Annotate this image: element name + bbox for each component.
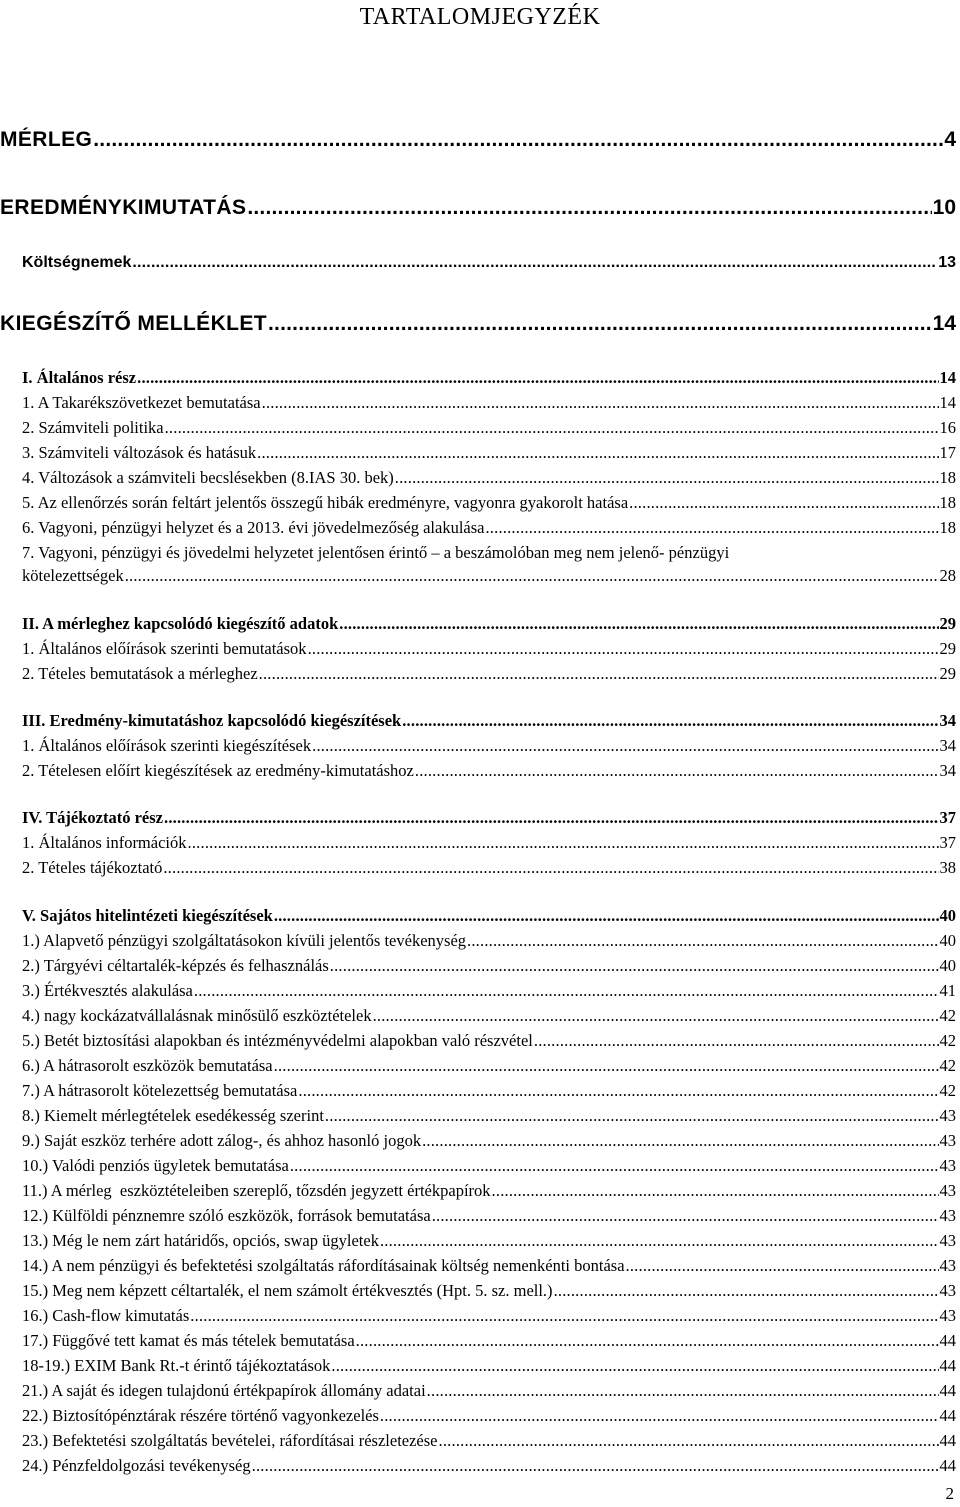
toc-entry[interactable]	[0, 1406, 956, 1426]
dot-leader	[415, 761, 939, 781]
toc-entry-first-line[interactable]: 7. Vagyoni, pénzügyi és jövedelmi helyzetet jelentősen érintő – a beszámolóban meg nem jelenő- pénzügyi	[22, 543, 730, 562]
toc-entry-page: 43	[939, 1256, 956, 1275]
dot-leader	[298, 1081, 938, 1101]
toc-entry-page: 34	[939, 711, 956, 730]
dot-leader	[439, 1431, 939, 1451]
dot-leader	[188, 833, 939, 853]
toc-entry-label: 23.) Befektetési szolgáltatás bevételei, ráfordításai részletezése	[22, 1431, 438, 1450]
dot-leader	[467, 931, 938, 951]
toc-entry-label: V. Sajátos hitelintézeti kiegészítések	[22, 906, 273, 925]
toc-entry-page: 29	[939, 614, 956, 633]
toc-entry-label: 21.) A saját és idegen tulajdonú értékpapírok állomány adatai	[22, 1381, 426, 1400]
toc-entry-label: 1. Általános előírások szerinti kiegészítések	[22, 736, 312, 755]
toc-entry-label: 1. A Takarékszövetkezet bemutatása	[22, 393, 261, 412]
toc-entry[interactable]	[0, 443, 956, 463]
toc-entry-label: MÉRLEG	[0, 128, 93, 151]
toc-entry-page: 43	[939, 1231, 956, 1250]
toc-entry[interactable]	[0, 518, 956, 538]
dot-leader	[125, 566, 939, 586]
toc-entry-page: 14	[939, 393, 956, 412]
toc-entry[interactable]	[0, 1206, 956, 1226]
toc-entry-label: 2. Tételesen előírt kiegészítések az eredmény-kimutatáshoz	[22, 761, 414, 780]
dot-leader	[330, 956, 939, 976]
toc-entry-page: 14	[932, 312, 956, 335]
toc-entry-label: 1.) Alapvető pénzügyi szolgáltatásokon kívüli jelentős tevékenység	[22, 931, 467, 950]
toc-entry[interactable]	[0, 981, 956, 1001]
toc-entry[interactable]	[0, 1131, 956, 1151]
toc-entry-label: 22.) Biztosítópénztárak részére történő vagyonkezelés	[22, 1406, 379, 1425]
toc-entry-label: 2. Számviteli politika	[22, 418, 164, 437]
dot-leader	[554, 1281, 939, 1301]
toc-entry-page: 42	[939, 1081, 956, 1100]
toc-section-iii[interactable]	[0, 711, 956, 731]
toc-entry-label: 1. Általános előírások szerinti bemutatások	[22, 639, 307, 658]
toc-entry[interactable]	[0, 1031, 956, 1051]
toc-entry-kiegeszito-melleklet[interactable]	[0, 312, 956, 336]
toc-entry-label: 3. Számviteli változások és hatásuk	[22, 443, 257, 462]
dot-leader	[395, 468, 939, 488]
toc-entry[interactable]	[0, 1256, 956, 1276]
toc-entry-page: 43	[939, 1306, 956, 1325]
toc-section-v[interactable]	[0, 906, 956, 926]
dot-leader	[402, 711, 938, 731]
toc-entry-page: 43	[939, 1206, 956, 1225]
dot-leader	[325, 1106, 939, 1126]
page-title: TARTALOMJEGYZÉK	[359, 4, 601, 30]
toc-entry-label: 4.) nagy kockázatvállalásnak minősülő eszköztételek	[22, 1006, 372, 1025]
toc-entry-page: 42	[939, 1006, 956, 1025]
toc-entry-page: 29	[939, 664, 956, 683]
dot-leader	[626, 1256, 939, 1276]
toc-entry[interactable]	[0, 1006, 956, 1026]
toc-entry-label: 18-19.) EXIM Bank Rt.-t érintő tájékoztatások	[22, 1356, 331, 1375]
toc-entry-label: 5.) Betét biztosítási alapokban és intézményvédelmi alapokban való részvétel	[22, 1031, 533, 1050]
toc-entry-eredmenykimutatas[interactable]	[0, 196, 956, 220]
toc-entry[interactable]	[0, 639, 956, 659]
toc-entry-page: 40	[939, 956, 956, 975]
dot-leader	[356, 1331, 939, 1351]
toc-entry-page: 42	[939, 1031, 956, 1050]
toc-entry-label: kötelezettségek	[22, 566, 124, 585]
toc-entry-page: 44	[939, 1406, 956, 1425]
toc-entry-page: 37	[939, 833, 956, 852]
dot-leader	[373, 1006, 939, 1026]
dot-leader	[380, 1406, 939, 1426]
toc-entry-label: 7.) A hátrasorolt kötelezettség bemutatása	[22, 1081, 298, 1100]
toc-entry[interactable]	[0, 1156, 956, 1176]
toc-entry-page: 29	[939, 639, 956, 658]
toc-entry-page: 34	[939, 761, 956, 780]
dot-leader	[422, 1131, 938, 1151]
dot-leader	[432, 1206, 939, 1226]
toc-entry-label: 6. Vagyoni, pénzügyi helyzet és a 2013. évi jövedelmezőség alakulása	[22, 518, 485, 537]
toc-entry-label: Költségnemek	[22, 254, 132, 271]
dot-leader	[137, 368, 938, 388]
toc-entry-page: 44	[939, 1356, 956, 1375]
dot-leader	[274, 906, 939, 926]
dot-leader	[190, 1306, 938, 1326]
dot-leader	[534, 1031, 939, 1051]
toc-entry-page: 44	[939, 1381, 956, 1400]
toc-entry-page: 13	[938, 254, 956, 271]
dot-leader	[427, 1381, 939, 1401]
toc-entry-label: II. A mérleghez kapcsolódó kiegészítő adatok	[22, 614, 339, 633]
toc-entry-page: 43	[939, 1131, 956, 1150]
toc-entry-page: 40	[939, 906, 956, 925]
dot-leader	[485, 518, 938, 538]
toc-entry-page: 40	[939, 931, 956, 950]
toc-entry-label: 2. Tételes tájékoztató	[22, 858, 163, 877]
toc-entry-page: 10	[932, 196, 956, 219]
toc-entry[interactable]	[0, 393, 956, 413]
toc-entry-merleg[interactable]	[0, 128, 956, 152]
dot-leader	[308, 639, 939, 659]
toc-entry-page: 44	[939, 1331, 956, 1350]
toc-entry-label: 11.) A mérleg eszköztételeiben szereplő, tőzsdén jegyzett értékpapírok	[22, 1181, 491, 1200]
toc-entry-label: 2. Tételes bemutatások a mérleghez	[22, 664, 258, 683]
toc-entry-label: 15.) Meg nem képzett céltartalék, el nem számolt értékvesztés (Hpt. 5. sz. mell.)	[22, 1281, 553, 1300]
toc-entry-page: 37	[939, 808, 956, 827]
dot-leader	[492, 1181, 939, 1201]
toc-entry-label: 24.) Pénzfeldolgozási tevékenység	[22, 1456, 251, 1475]
toc-entry[interactable]	[0, 1081, 956, 1101]
toc-entry[interactable]	[0, 1331, 956, 1351]
toc-entry[interactable]	[0, 418, 956, 438]
toc-entry-page: 42	[939, 1056, 956, 1075]
toc-entry-page: 18	[939, 468, 956, 487]
dot-leader	[165, 418, 939, 438]
toc-entry-label: 14.) A nem pénzügyi és befektetési szolgáltatás ráfordításainak költség nemenkénti bontása	[22, 1256, 625, 1275]
toc-entry-page: 18	[939, 493, 956, 512]
toc-section-i[interactable]	[0, 368, 956, 388]
toc-entry[interactable]	[0, 1306, 956, 1326]
page-number: 2	[945, 1484, 954, 1503]
dot-leader	[132, 254, 937, 272]
toc-entry[interactable]	[0, 956, 956, 976]
toc-entry-label: 4. Változások a számviteli becslésekben (8.IAS 30. bek)	[22, 468, 394, 487]
toc-entry-page: 18	[939, 518, 956, 537]
toc-entry[interactable]	[0, 1231, 956, 1251]
toc-entry-label: I. Általános rész	[22, 368, 137, 387]
toc-entry-page: 43	[939, 1281, 956, 1300]
dot-leader	[93, 128, 943, 152]
toc-entry-label: 12.) Külföldi pénznemre szóló eszközök, források bemutatása	[22, 1206, 431, 1225]
dot-leader	[262, 393, 939, 413]
toc-entry-koltsegnemek[interactable]	[0, 254, 956, 272]
dot-leader	[629, 493, 938, 513]
toc-entry[interactable]	[0, 468, 956, 488]
toc-entry[interactable]	[0, 1056, 956, 1076]
toc-entry-page: 38	[939, 858, 956, 877]
toc-entry-label: 1. Általános információk	[22, 833, 187, 852]
toc-entry[interactable]	[0, 931, 956, 951]
toc-entry-label: KIEGÉSZÍTŐ MELLÉKLET	[0, 312, 268, 335]
dot-leader	[164, 808, 939, 828]
toc-entry[interactable]	[0, 1431, 956, 1451]
toc-entry-label: 3.) Értékvesztés alakulása	[22, 981, 193, 1000]
dot-leader	[194, 981, 939, 1001]
dot-leader	[247, 196, 931, 220]
toc-entry[interactable]	[0, 664, 956, 684]
toc-entry-page: 43	[939, 1156, 956, 1175]
toc-entry-page: 44	[939, 1431, 956, 1450]
toc-entry[interactable]	[0, 736, 956, 756]
toc-entry[interactable]	[0, 1181, 956, 1201]
toc-entry-label: 13.) Még le nem zárt határidős, opciós, swap ügyletek	[22, 1231, 379, 1250]
toc-entry-page: 34	[939, 736, 956, 755]
toc-entry[interactable]	[0, 1456, 956, 1476]
toc-entry-label: 10.) Valódi penziós ügyletek bemutatása	[22, 1156, 289, 1175]
toc-entry[interactable]	[0, 833, 956, 853]
toc-section-iv[interactable]	[0, 808, 956, 828]
toc-entry[interactable]	[0, 1356, 956, 1376]
dot-leader	[257, 443, 938, 463]
toc-entry[interactable]	[0, 858, 956, 878]
dot-leader	[290, 1156, 939, 1176]
toc-entry-label: 8.) Kiemelt mérlegtételek esedékesség szerint	[22, 1106, 324, 1125]
toc-entry[interactable]	[0, 761, 956, 781]
toc-entry-label: 17.) Függővé tett kamat és más tételek bemutatása	[22, 1331, 355, 1350]
toc-section-ii[interactable]	[0, 614, 956, 634]
toc-entry-page: 14	[939, 368, 956, 387]
toc-entry-label: 9.) Saját eszköz terhére adott zálog-, és ahhoz hasonló jogok	[22, 1131, 422, 1150]
toc-entry[interactable]	[0, 493, 956, 513]
toc-entry[interactable]	[0, 566, 956, 586]
toc-entry-page: 4	[944, 128, 956, 151]
toc-entry-page: 41	[939, 981, 956, 1000]
toc-entry[interactable]	[0, 1381, 956, 1401]
toc-entry-page: 17	[939, 443, 956, 462]
dot-leader	[312, 736, 938, 756]
toc-entry-page: 43	[939, 1181, 956, 1200]
toc-entry-label: 2.) Tárgyévi céltartalék-képzés és felhasználás	[22, 956, 329, 975]
toc-entry-label: III. Eredmény-kimutatáshoz kapcsolódó kiegészítések	[22, 711, 402, 730]
dot-leader	[163, 858, 938, 878]
toc-entry[interactable]	[0, 1281, 956, 1301]
dot-leader	[331, 1356, 938, 1376]
toc-entry[interactable]	[0, 1106, 956, 1126]
dot-leader	[259, 664, 939, 684]
dot-leader	[252, 1456, 939, 1476]
dot-leader	[339, 614, 938, 634]
dot-leader	[268, 312, 932, 336]
toc-entry-page: 28	[939, 566, 956, 585]
toc-entry-label: IV. Tájékoztató rész	[22, 808, 163, 827]
toc-entry-page: 44	[939, 1456, 956, 1475]
toc-entry-label: 5. Az ellenőrzés során feltárt jelentős összegű hibák eredményre, vagyonra gyakorolt hatása	[22, 493, 629, 512]
dot-leader	[380, 1231, 939, 1251]
toc-entry-label: 16.) Cash-flow kimutatás	[22, 1306, 190, 1325]
dot-leader	[274, 1056, 939, 1076]
toc-entry-label: 6.) A hátrasorolt eszközök bemutatása	[22, 1056, 273, 1075]
toc-entry-page: 43	[939, 1106, 956, 1125]
toc-entry-label: EREDMÉNYKIMUTATÁS	[0, 196, 247, 219]
toc-entry-page: 16	[939, 418, 956, 437]
